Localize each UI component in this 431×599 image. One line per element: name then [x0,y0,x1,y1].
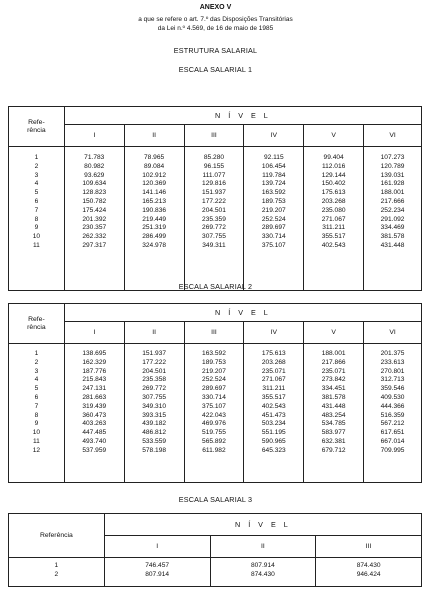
table-cell-value: 251.319 [142,224,167,232]
level-column-header: VI [364,322,422,344]
table-cell-value: 355.517 [321,233,346,241]
table-cell-value: 334.469 [380,224,405,232]
table-cell-value: 217.666 [380,197,405,205]
table-cell-value: 12 [32,446,41,454]
table-cell-value: 1 [34,154,39,161]
table-cell-value: 269.772 [202,224,226,232]
level-values-column [244,344,304,483]
table-cell-value: 203.268 [261,358,286,366]
table-cell-value: 431.448 [321,402,346,410]
level-header: N Í V E L [64,107,421,125]
table-cell-value: 270.801 [380,367,405,375]
table-cell-value: 3 [34,367,39,375]
table-cell-value: 78.965 [144,154,165,161]
table-cell-value: 381.578 [380,233,405,241]
table-cell-value: 349.311 [202,241,226,249]
table-cell-value: 151.937 [142,350,167,357]
table-cell-value: 297.317 [82,241,107,249]
table-cell-value: 422.043 [202,411,226,419]
table-cell-value: 516.359 [380,411,405,419]
table-cell-value: 139.724 [261,180,286,188]
table-cell-value: 139.031 [380,171,405,179]
table-cell-value: 80.982 [84,162,105,170]
table-cell-value: 10 [32,233,41,241]
salary-table-1 [8,106,422,291]
table-cell-value: 8 [34,411,39,419]
table-cell-value: 307.755 [142,393,167,401]
table-cell-value: 111.077 [202,171,226,179]
level-column-header: II [210,536,316,558]
table-cell-value: 444.366 [380,402,405,410]
table-cell-value: 106.454 [261,162,286,170]
level-values-column [364,344,422,483]
table-cell-value: 4 [34,180,39,188]
table-cell-value: 269.772 [142,385,167,393]
level-values-column [244,147,304,291]
table-cell-value: 201.375 [380,350,405,357]
table-cell-value: 107.273 [380,154,405,161]
reference-column [9,344,65,483]
scale-2-caption: ESCALA SALARIAL 2 [178,282,253,291]
table-cell-value: 188.001 [321,350,346,357]
table-cell-value: 447.485 [82,429,107,437]
table-cell-value: 311.211 [322,224,346,232]
table-cell-value: 175.424 [82,206,107,214]
level-column-header: VI [364,125,422,147]
table-cell-value: 217.866 [321,358,346,366]
reference-header: Refe- rência [9,304,65,344]
table-cell-value: 551.195 [261,429,286,437]
table-cell-value: 85.280 [203,154,225,161]
level-column-header: IV [244,125,304,147]
table-cell-value: 503.234 [261,420,286,428]
table-cell-value: 187.776 [82,367,107,375]
table-cell-value: 590.965 [261,437,286,445]
table-cell-value: 120.789 [380,162,405,170]
level-values-column [64,147,124,291]
table-cell-value: 874.430 [250,570,275,578]
table-cell-value: 219.449 [142,215,167,223]
level-column-header: I [64,125,124,147]
table-cell-value: 349.310 [142,402,167,410]
table-cell-value: 7 [34,402,39,410]
table-cell-value: 565.892 [202,437,226,445]
level-column-header: III [316,536,422,558]
level-values-column [124,344,184,483]
table-cell-value: 119.784 [262,171,286,179]
table-cell-value: 175.613 [321,189,346,197]
table-cell-value: 150.782 [82,197,107,205]
table-cell-value: 289.697 [202,385,226,393]
table-cell-value: 1 [54,562,59,569]
table-cell-value: 537.959 [82,446,107,454]
table-cell-value: 109.634 [82,180,107,188]
annex-title: ANEXO V [199,4,232,11]
table-cell-value: 330.714 [261,233,286,241]
reference-column [9,558,105,587]
table-cell-value: 289.697 [261,224,286,232]
table-cell-value: 355.517 [261,393,286,401]
table-cell-value: 1 [34,350,39,357]
table-cell-value: 519.755 [202,429,226,437]
table-cell-value: 403.263 [82,420,107,428]
table-cell-value: 359.546 [380,385,405,393]
table-cell-value: 617.651 [380,429,405,437]
table-cell-value: 252.234 [380,206,405,214]
table-cell-value: 645.323 [261,446,286,454]
table-cell-value: 252.524 [261,215,286,223]
level-column-header: I [104,536,210,558]
table-cell-value: 89.084 [144,162,165,170]
table-cell-value: 151.937 [202,189,226,197]
table-cell-value: 2 [34,162,39,170]
table-cell-value: 9 [34,420,39,428]
table-cell-value: 312.713 [380,376,405,384]
table-cell-value: 10 [32,429,41,437]
table-cell-value: 5 [34,385,39,393]
table-cell-value: 271.067 [321,215,346,223]
table-cell-value: 273.842 [321,376,346,384]
table-cell-value: 286.499 [142,233,167,241]
table-cell-value: 102.912 [142,171,167,179]
table-cell-value: 177.222 [202,197,226,205]
table-cell-value: 4 [34,376,39,384]
table-cell-value: 533.559 [142,437,167,445]
table-cell-value: 330.714 [202,393,226,401]
table-cell-value: 163.592 [202,350,226,357]
level-column-header: V [304,322,364,344]
table-cell-value: 262.332 [82,233,107,241]
table-cell-value: 360.473 [82,411,107,419]
level-values-column [304,147,364,291]
table-cell-value: 611.982 [202,446,226,454]
table-cell-value: 71.783 [84,154,105,161]
level-header: N Í V E L [104,514,421,536]
level-values-column [304,344,364,483]
table-cell-value: 307.755 [202,233,226,241]
table-cell-value: 233.613 [380,358,405,366]
table-cell-value: 219.207 [261,206,286,214]
table-cell-value: 204.501 [142,367,167,375]
table-cell-value: 874.430 [356,562,381,569]
level-values-column [64,344,124,483]
table-cell-value: 128.823 [82,189,107,197]
level-values-column [124,147,184,291]
table-cell-value: 439.182 [142,420,167,428]
level-values-column [210,558,316,587]
table-cell-value: 946.424 [356,570,381,578]
table-cell-value: 93.629 [84,171,105,179]
table-cell-value: 381.578 [321,393,346,401]
table-cell-value: 746.457 [145,562,170,569]
annex-subtitle-line-1: a que se refere o art. 7.º das Disposições Transitórias [138,16,293,23]
table-cell-value: 567.212 [380,420,405,428]
table-cell-value: 177.222 [142,358,167,366]
table-cell-value: 375.107 [261,241,286,249]
table-cell-value: 138.695 [82,350,107,357]
annex-subtitle-line-2: da Lei n.º 4.569, de 16 de maio de 1985 [157,25,274,32]
table-cell-value: 189.753 [202,358,226,366]
table-cell-value: 534.785 [321,420,346,428]
table-cell-value: 679.712 [321,446,346,454]
reference-header: Refe- rência [9,107,65,147]
table-cell-value: 201.392 [82,215,107,223]
table-cell-value: 319.439 [82,402,107,410]
scale-1-caption: ESCALA SALARIAL 1 [178,65,253,74]
table-cell-value: 189.753 [261,197,286,205]
scale-3-caption: ESCALA SALARIAL 3 [178,495,253,504]
table-cell-value: 219.207 [202,367,226,375]
table-cell-value: 188.001 [380,189,405,197]
structure-heading: ESTRUTURA SALARIAL [173,46,258,55]
table-cell-value: 311.211 [262,385,286,393]
table-cell-value: 203.268 [321,197,346,205]
table-cell-value: 483.254 [321,411,346,419]
table-cell-value: 150.402 [321,180,346,188]
table-cell-value: 204.501 [202,206,226,214]
level-column-header: V [304,125,364,147]
level-column-header: III [184,322,244,344]
table-cell-value: 5 [34,189,39,197]
reference-header: Referência [9,514,105,558]
table-cell-value: 165.213 [142,197,167,205]
table-cell-value: 215.843 [82,376,107,384]
level-values-column [104,558,210,587]
table-cell-value: 96.155 [203,162,225,170]
table-cell-value: 375.107 [202,402,226,410]
table-cell-value: 120.369 [142,180,167,188]
table-cell-value: 252.524 [202,376,226,384]
level-column-header: III [184,125,244,147]
table-cell-value: 393.315 [142,411,167,419]
level-values-column [364,147,422,291]
table-cell-value: 6 [34,393,39,401]
table-cell-value: 271.067 [261,376,286,384]
level-values-column [316,558,422,587]
table-cell-value: 162.329 [82,358,107,366]
table-cell-value: 3 [34,171,39,179]
table-cell-value: 112.016 [321,162,346,170]
level-column-header: IV [244,322,304,344]
table-cell-value: 99.404 [323,154,344,161]
table-cell-value: 578.198 [142,446,167,454]
table-cell-value: 11 [32,437,40,445]
table-cell-value: 92.115 [263,154,284,161]
table-cell-value: 161.928 [380,180,405,188]
table-cell-value: 230.357 [82,224,107,232]
table-cell-value: 163.592 [261,189,286,197]
table-cell-value: 235.358 [142,376,167,384]
table-cell-value: 451.473 [261,411,286,419]
table-cell-value: 129.144 [321,171,346,179]
table-cell-value: 6 [34,197,39,205]
table-cell-value: 493.740 [82,437,107,445]
table-cell-value: 235.071 [261,367,286,375]
table-cell-value: 7 [34,206,39,214]
table-cell-value: 807.914 [145,570,170,578]
table-cell-value: 141.146 [142,189,167,197]
salary-table-2 [8,303,422,483]
level-values-column [184,147,244,291]
table-cell-value: 2 [54,570,59,578]
table-cell-value: 175.613 [261,350,286,357]
table-cell-value: 402.543 [321,241,346,249]
table-cell-value: 235.080 [321,206,346,214]
table-cell-value: 667.014 [380,437,405,445]
level-header: N Í V E L [64,304,421,322]
table-cell-value: 324.978 [142,241,167,249]
salary-table-3 [8,513,422,587]
table-cell-value: 8 [34,215,39,223]
table-cell-value: 486.812 [142,429,167,437]
level-column-header: II [124,125,184,147]
table-cell-value: 9 [34,224,39,232]
table-cell-value: 334.451 [321,385,346,393]
table-cell-value: 807.914 [250,562,275,569]
table-cell-value: 431.448 [380,241,405,249]
table-cell-value: 291.092 [380,215,405,223]
table-cell-value: 409.530 [380,393,405,401]
table-cell-value: 129.816 [202,180,226,188]
table-cell-value: 632.381 [321,437,346,445]
table-cell-value: 281.663 [82,393,107,401]
table-cell-value: 2 [34,358,39,366]
table-cell-value: 11 [32,241,40,249]
level-column-header: II [124,322,184,344]
reference-column [9,147,65,291]
level-values-column [184,344,244,483]
table-cell-value: 247.131 [82,385,107,393]
level-column-header: I [64,322,124,344]
table-cell-value: 235.359 [202,215,226,223]
table-cell-value: 469.976 [202,420,226,428]
table-cell-value: 235.071 [321,367,346,375]
table-cell-value: 402.543 [261,402,286,410]
table-cell-value: 583.977 [321,429,346,437]
table-cell-value: 709.995 [380,446,405,454]
table-cell-value: 190.836 [142,206,167,214]
